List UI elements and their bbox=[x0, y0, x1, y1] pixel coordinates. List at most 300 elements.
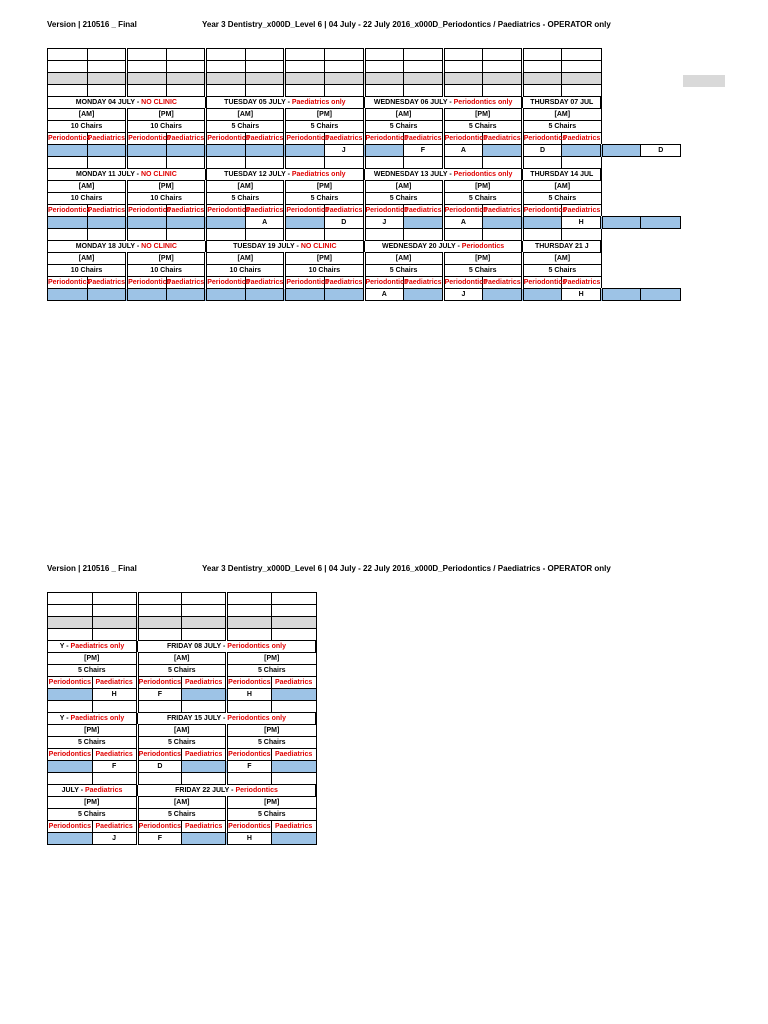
empty-cell bbox=[364, 157, 404, 169]
day-heading bbox=[137, 641, 316, 653]
empty-cell bbox=[404, 85, 444, 97]
empty-cell bbox=[285, 61, 325, 73]
day-label: MONDAY 18 JULY - bbox=[75, 242, 142, 250]
subject-periodontics: Periodontics bbox=[127, 277, 167, 289]
chairs-count: 5 Chairs bbox=[227, 665, 317, 677]
day-heading-row bbox=[48, 241, 681, 253]
group-cell bbox=[522, 289, 562, 301]
day-heading-row bbox=[48, 97, 681, 109]
subject-row bbox=[48, 677, 317, 689]
chairs-count: 10 Chairs bbox=[127, 121, 206, 133]
day-label: JULY - bbox=[61, 786, 85, 794]
empty-cell bbox=[324, 61, 364, 73]
subject-paediatrics: Paediatrics bbox=[271, 677, 316, 689]
subject-paediatrics: Paediatrics bbox=[271, 821, 316, 833]
blank-row bbox=[48, 85, 681, 97]
empty-cell bbox=[48, 85, 88, 97]
group-cell bbox=[166, 289, 206, 301]
day-label: FRIDAY 22 JULY - bbox=[175, 786, 236, 794]
group-cell bbox=[271, 689, 316, 701]
day-label: THURSDAY 07 JUL bbox=[530, 98, 594, 106]
empty-cell bbox=[48, 617, 93, 629]
subject-paediatrics: Paediatrics bbox=[87, 277, 127, 289]
empty-cell bbox=[48, 593, 93, 605]
empty-cell bbox=[48, 629, 93, 641]
group-cell bbox=[206, 145, 246, 157]
empty-cell bbox=[483, 61, 523, 73]
session-label: [AM] bbox=[364, 253, 443, 265]
group-cell bbox=[364, 145, 404, 157]
clinic-status: Periodontics only bbox=[227, 642, 287, 650]
group-cell bbox=[245, 289, 285, 301]
empty-cell bbox=[166, 61, 206, 73]
chairs-count: 10 Chairs bbox=[48, 121, 127, 133]
group-row bbox=[48, 289, 681, 301]
subject-periodontics: Periodontics bbox=[364, 277, 404, 289]
version-label-page2: Version | 210516 _ Final bbox=[47, 564, 137, 573]
empty-cell bbox=[137, 629, 182, 641]
group-cell: J bbox=[364, 217, 404, 229]
session-label: [PM] bbox=[127, 181, 206, 193]
empty-cell bbox=[48, 229, 88, 241]
group-cell bbox=[285, 145, 325, 157]
empty-cell bbox=[127, 157, 167, 169]
session-label: [AM] bbox=[137, 725, 227, 737]
chairs-row bbox=[48, 737, 317, 749]
chairs-row bbox=[48, 809, 317, 821]
subject-row bbox=[48, 749, 317, 761]
subject-periodontics: Periodontics bbox=[227, 749, 272, 761]
empty-cell bbox=[48, 73, 88, 85]
group-cell bbox=[285, 289, 325, 301]
subject-periodontics: Periodontics bbox=[364, 133, 404, 145]
group-row bbox=[48, 689, 317, 701]
group-cell bbox=[404, 289, 444, 301]
empty-cell bbox=[92, 701, 137, 713]
empty-cell bbox=[137, 701, 182, 713]
group-cell bbox=[166, 145, 206, 157]
chairs-count: 10 Chairs bbox=[127, 193, 206, 205]
group-cell: H bbox=[227, 833, 272, 845]
chairs-count: 10 Chairs bbox=[48, 193, 127, 205]
group-cell: F bbox=[404, 145, 444, 157]
blank-row bbox=[48, 605, 317, 617]
chairs-row bbox=[48, 193, 681, 205]
empty-cell bbox=[87, 157, 127, 169]
chairs-count: 5 Chairs bbox=[48, 809, 138, 821]
session-label: [AM] bbox=[48, 109, 127, 121]
group-cell: J bbox=[443, 289, 483, 301]
empty-cell bbox=[206, 85, 246, 97]
empty-cell bbox=[206, 73, 246, 85]
day-heading bbox=[522, 169, 601, 181]
subject-periodontics: Periodontics bbox=[522, 205, 562, 217]
subject-paediatrics: Paediatrics bbox=[166, 133, 206, 145]
empty-cell bbox=[127, 229, 167, 241]
subject-paediatrics: Paediatrics bbox=[483, 277, 523, 289]
group-cell bbox=[87, 289, 127, 301]
subject-periodontics: Periodontics bbox=[522, 277, 562, 289]
group-cell: A bbox=[443, 217, 483, 229]
empty-cell bbox=[522, 49, 562, 61]
group-cell bbox=[483, 145, 523, 157]
empty-cell bbox=[483, 49, 523, 61]
day-heading bbox=[48, 97, 206, 109]
session-label: [PM] bbox=[443, 253, 522, 265]
gray-band-overflow bbox=[683, 75, 725, 87]
group-cell: F bbox=[92, 761, 137, 773]
subject-paediatrics: Paediatrics bbox=[87, 205, 127, 217]
clinic-status: Paediatrics only bbox=[70, 642, 125, 650]
empty-cell bbox=[324, 85, 364, 97]
empty-cell bbox=[522, 157, 562, 169]
chairs-count: 5 Chairs bbox=[443, 193, 522, 205]
session-label: [PM] bbox=[285, 181, 364, 193]
day-label: Y - bbox=[59, 714, 71, 722]
blank-row bbox=[48, 701, 317, 713]
subject-paediatrics: Paediatrics bbox=[324, 277, 364, 289]
day-heading bbox=[364, 97, 522, 109]
chairs-count: 5 Chairs bbox=[137, 809, 227, 821]
chairs-count: 5 Chairs bbox=[227, 809, 317, 821]
day-heading bbox=[48, 713, 138, 725]
empty-cell bbox=[522, 85, 562, 97]
session-label: [AM] bbox=[206, 181, 285, 193]
empty-cell bbox=[404, 49, 444, 61]
chairs-count: 5 Chairs bbox=[285, 193, 364, 205]
subject-periodontics: Periodontics bbox=[443, 277, 483, 289]
empty-cell bbox=[483, 229, 523, 241]
group-cell bbox=[87, 217, 127, 229]
blank-row bbox=[48, 61, 681, 73]
day-label: WEDNESDAY 06 JULY - bbox=[373, 98, 454, 106]
chairs-count: 10 Chairs bbox=[206, 265, 285, 277]
day-label: MONDAY 04 JULY - bbox=[75, 98, 142, 106]
empty-cell bbox=[48, 605, 93, 617]
group-cell bbox=[48, 217, 88, 229]
empty-cell bbox=[227, 701, 272, 713]
subject-periodontics: Periodontics bbox=[443, 133, 483, 145]
session-label: [AM] bbox=[522, 253, 601, 265]
subject-paediatrics: Paediatrics bbox=[483, 205, 523, 217]
session-label: [AM] bbox=[48, 253, 127, 265]
empty-cell bbox=[206, 49, 246, 61]
day-heading bbox=[206, 241, 364, 253]
subject-paediatrics: Paediatrics bbox=[166, 205, 206, 217]
blank-row bbox=[48, 229, 681, 241]
subject-paediatrics: Paediatrics bbox=[92, 749, 137, 761]
empty-cell bbox=[166, 49, 206, 61]
subject-paediatrics: Paediatrics bbox=[404, 133, 444, 145]
empty-cell bbox=[92, 773, 137, 785]
subject-periodontics: Periodontics bbox=[227, 821, 272, 833]
subject-periodontics: Periodontics bbox=[48, 749, 93, 761]
group-cell bbox=[404, 217, 444, 229]
day-heading bbox=[137, 713, 316, 725]
empty-cell bbox=[92, 617, 137, 629]
chairs-count: 5 Chairs bbox=[443, 265, 522, 277]
day-label: TUESDAY 12 JULY - bbox=[224, 170, 292, 178]
day-heading bbox=[364, 169, 522, 181]
day-heading bbox=[137, 785, 316, 797]
subject-paediatrics: Paediatrics bbox=[562, 205, 602, 217]
empty-cell bbox=[206, 61, 246, 73]
group-cell bbox=[127, 289, 167, 301]
schedule-table-page2 bbox=[47, 592, 317, 845]
empty-cell bbox=[182, 773, 227, 785]
gray-band-row bbox=[48, 617, 317, 629]
schedule-table-page1 bbox=[47, 48, 681, 301]
empty-cell bbox=[87, 61, 127, 73]
subject-periodontics: Periodontics bbox=[285, 133, 325, 145]
group-cell bbox=[641, 289, 681, 301]
empty-cell bbox=[92, 629, 137, 641]
empty-cell bbox=[404, 157, 444, 169]
empty-cell bbox=[271, 605, 316, 617]
empty-cell bbox=[404, 61, 444, 73]
group-cell bbox=[182, 761, 227, 773]
session-label: [PM] bbox=[127, 253, 206, 265]
group-cell: H bbox=[562, 289, 602, 301]
subject-periodontics: Periodontics bbox=[137, 821, 182, 833]
subject-paediatrics: Paediatrics bbox=[245, 277, 285, 289]
clinic-status: Paediatrics only bbox=[291, 170, 346, 178]
session-label: [PM] bbox=[227, 653, 317, 665]
subject-periodontics: Periodontics bbox=[206, 277, 246, 289]
clinic-status: NO CLINIC bbox=[141, 242, 177, 250]
subject-paediatrics: Paediatrics bbox=[404, 277, 444, 289]
subject-paediatrics: Paediatrics bbox=[182, 821, 227, 833]
empty-cell bbox=[522, 73, 562, 85]
empty-cell bbox=[48, 49, 88, 61]
subject-row bbox=[48, 205, 681, 217]
empty-cell bbox=[404, 73, 444, 85]
chairs-count: 10 Chairs bbox=[48, 265, 127, 277]
day-heading bbox=[206, 97, 364, 109]
empty-cell bbox=[182, 629, 227, 641]
chairs-count: 5 Chairs bbox=[522, 121, 601, 133]
subject-paediatrics: Paediatrics bbox=[92, 677, 137, 689]
group-cell: F bbox=[137, 689, 182, 701]
blank-row bbox=[48, 157, 681, 169]
empty-cell bbox=[127, 85, 167, 97]
session-row bbox=[48, 653, 317, 665]
empty-cell bbox=[87, 49, 127, 61]
group-cell: A bbox=[443, 145, 483, 157]
subject-periodontics: Periodontics bbox=[227, 677, 272, 689]
clinic-status: Periodontics bbox=[461, 242, 505, 250]
group-cell bbox=[483, 217, 523, 229]
subject-periodontics: Periodontics bbox=[522, 133, 562, 145]
clinic-status: Periodontics only bbox=[453, 98, 513, 106]
clinic-status: Paediatrics only bbox=[291, 98, 346, 106]
empty-cell bbox=[562, 229, 602, 241]
empty-cell bbox=[92, 605, 137, 617]
group-cell: F bbox=[137, 833, 182, 845]
empty-cell bbox=[562, 61, 602, 73]
subject-paediatrics: Paediatrics bbox=[92, 821, 137, 833]
group-cell: D bbox=[137, 761, 182, 773]
group-cell: A bbox=[245, 217, 285, 229]
session-label: [PM] bbox=[443, 181, 522, 193]
day-label: MONDAY 11 JULY - bbox=[75, 170, 141, 178]
day-heading bbox=[48, 785, 138, 797]
empty-cell bbox=[245, 229, 285, 241]
empty-cell bbox=[285, 229, 325, 241]
chairs-count: 10 Chairs bbox=[127, 265, 206, 277]
empty-cell bbox=[245, 157, 285, 169]
subject-periodontics: Periodontics bbox=[48, 133, 88, 145]
empty-cell bbox=[562, 85, 602, 97]
group-cell bbox=[483, 289, 523, 301]
empty-cell bbox=[137, 605, 182, 617]
group-row bbox=[48, 761, 317, 773]
subject-paediatrics: Paediatrics bbox=[324, 205, 364, 217]
subject-periodontics: Periodontics bbox=[137, 749, 182, 761]
subject-paediatrics: Paediatrics bbox=[182, 677, 227, 689]
clinic-status: Periodontics only bbox=[453, 170, 513, 178]
subject-periodontics: Periodontics bbox=[48, 277, 88, 289]
group-cell: D bbox=[522, 145, 562, 157]
group-cell: D bbox=[641, 145, 681, 157]
chairs-count: 5 Chairs bbox=[364, 193, 443, 205]
blank-row bbox=[48, 629, 317, 641]
group-cell bbox=[324, 289, 364, 301]
subject-row bbox=[48, 277, 681, 289]
empty-cell bbox=[245, 49, 285, 61]
version-label: Version | 210516 _ Final bbox=[47, 20, 137, 29]
empty-cell bbox=[271, 773, 316, 785]
empty-cell bbox=[48, 701, 93, 713]
group-cell bbox=[127, 145, 167, 157]
group-cell bbox=[166, 217, 206, 229]
subject-row bbox=[48, 133, 681, 145]
subject-paediatrics: Paediatrics bbox=[245, 133, 285, 145]
empty-cell bbox=[443, 229, 483, 241]
session-row bbox=[48, 253, 681, 265]
empty-cell bbox=[364, 73, 404, 85]
empty-cell bbox=[166, 229, 206, 241]
session-label: [PM] bbox=[285, 109, 364, 121]
group-cell bbox=[182, 833, 227, 845]
group-cell: A bbox=[364, 289, 404, 301]
empty-cell bbox=[483, 85, 523, 97]
clinic-status: NO CLINIC bbox=[300, 242, 337, 250]
chairs-count: 5 Chairs bbox=[285, 121, 364, 133]
session-label: [AM] bbox=[522, 109, 601, 121]
empty-cell bbox=[443, 73, 483, 85]
empty-cell bbox=[364, 49, 404, 61]
session-label: [AM] bbox=[137, 653, 227, 665]
group-cell bbox=[601, 145, 641, 157]
group-cell: J bbox=[92, 833, 137, 845]
empty-cell bbox=[182, 617, 227, 629]
empty-cell bbox=[271, 701, 316, 713]
subject-paediatrics: Paediatrics bbox=[324, 133, 364, 145]
session-label: [PM] bbox=[48, 797, 138, 809]
blank-row bbox=[48, 593, 317, 605]
day-heading bbox=[48, 641, 138, 653]
day-heading-row bbox=[48, 713, 317, 725]
empty-cell bbox=[206, 229, 246, 241]
day-label: THURSDAY 21 J bbox=[534, 242, 589, 250]
chairs-count: 5 Chairs bbox=[364, 265, 443, 277]
session-row bbox=[48, 109, 681, 121]
empty-cell bbox=[443, 157, 483, 169]
group-cell bbox=[48, 761, 93, 773]
day-heading-row bbox=[48, 641, 317, 653]
day-label: WEDNESDAY 20 JULY - bbox=[382, 242, 462, 250]
blank-row bbox=[48, 773, 317, 785]
group-cell bbox=[271, 833, 316, 845]
chairs-count: 5 Chairs bbox=[227, 737, 317, 749]
group-cell bbox=[182, 689, 227, 701]
empty-cell bbox=[48, 773, 93, 785]
group-cell: J bbox=[324, 145, 364, 157]
day-label: THURSDAY 14 JUL bbox=[530, 170, 594, 178]
empty-cell bbox=[285, 85, 325, 97]
subject-periodontics: Periodontics bbox=[206, 205, 246, 217]
group-row bbox=[48, 833, 317, 845]
session-label: [AM] bbox=[206, 109, 285, 121]
clinic-status: NO CLINIC bbox=[141, 98, 177, 106]
day-heading bbox=[48, 169, 206, 181]
empty-cell bbox=[443, 61, 483, 73]
subject-periodontics: Periodontics bbox=[48, 677, 93, 689]
empty-cell bbox=[137, 617, 182, 629]
day-heading bbox=[364, 241, 522, 253]
empty-cell bbox=[227, 593, 272, 605]
chairs-row bbox=[48, 265, 681, 277]
empty-cell bbox=[562, 49, 602, 61]
session-label: [PM] bbox=[127, 109, 206, 121]
day-label: FRIDAY 08 JULY - bbox=[166, 642, 228, 650]
session-row bbox=[48, 181, 681, 193]
subject-paediatrics: Paediatrics bbox=[182, 749, 227, 761]
subject-periodontics: Periodontics bbox=[443, 205, 483, 217]
clinic-status: NO CLINIC bbox=[140, 170, 177, 178]
empty-cell bbox=[182, 605, 227, 617]
empty-cell bbox=[92, 593, 137, 605]
day-label: Y - bbox=[59, 642, 71, 650]
subject-periodontics: Periodontics bbox=[127, 205, 167, 217]
chairs-count: 5 Chairs bbox=[206, 121, 285, 133]
empty-cell bbox=[166, 85, 206, 97]
empty-cell bbox=[227, 617, 272, 629]
subject-paediatrics: Paediatrics bbox=[404, 205, 444, 217]
empty-cell bbox=[483, 157, 523, 169]
subject-periodontics: Periodontics bbox=[127, 133, 167, 145]
empty-cell bbox=[364, 61, 404, 73]
empty-cell bbox=[127, 73, 167, 85]
subject-paediatrics: Paediatrics bbox=[562, 133, 602, 145]
group-cell: H bbox=[562, 217, 602, 229]
day-label: TUESDAY 19 JULY - bbox=[233, 242, 301, 250]
session-row bbox=[48, 797, 317, 809]
day-heading bbox=[522, 241, 601, 253]
empty-cell bbox=[324, 157, 364, 169]
empty-cell bbox=[227, 629, 272, 641]
session-label: [AM] bbox=[137, 797, 227, 809]
group-cell: H bbox=[227, 689, 272, 701]
day-heading-row bbox=[48, 169, 681, 181]
empty-cell bbox=[443, 85, 483, 97]
subject-periodontics: Periodontics bbox=[48, 205, 88, 217]
group-cell bbox=[48, 289, 88, 301]
empty-cell bbox=[324, 229, 364, 241]
session-label: [AM] bbox=[522, 181, 601, 193]
group-cell bbox=[271, 761, 316, 773]
